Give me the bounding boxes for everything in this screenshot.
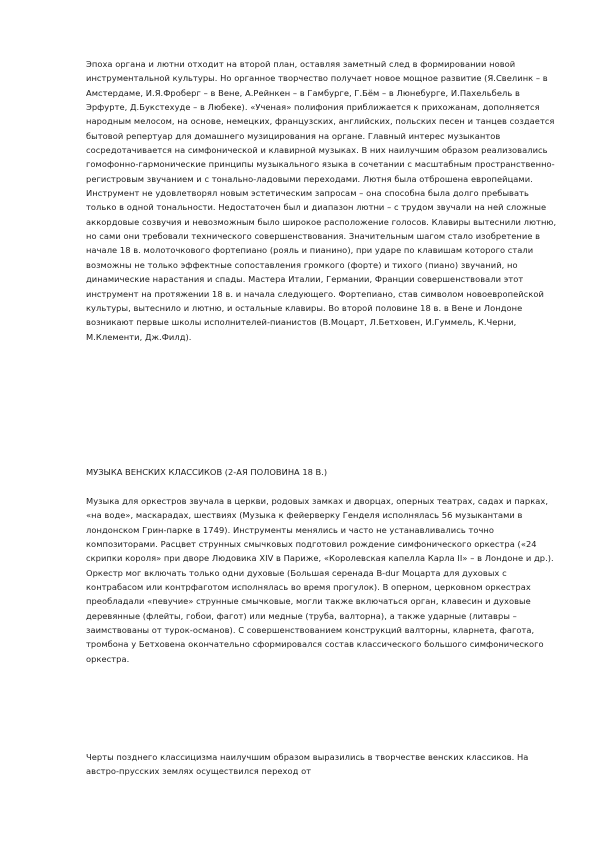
paragraph-orchestras: Музыка для оркестров звучала в церкви, родовых замках и дворцах, оперных театрах, садах и парках, «на воде», маскарадах, шествиях (Музыка к фейерверку Генделя исполнялась 56 музыкантами в лондонском Грин-парке в 1749). Инструменты менялись и часто не устанавливались точно композиторами. Расцвет струнных смычковых подготовил рождение симфонического оркестра («24 скрипки короля» при дворе Людовика XIV в Париже, «Королевская капелла Карла II» – в Лондоне и др.). Оркестр мог включать только одни духовые (Большая серенада B-dur Моцарта для духовых с контрабасом или контрфаготом исполнялась во время прогулок). В оперном, церковном оркестрах преобладали «певучие» струнные смычковые, могли также включаться орган, клавесин и духовые деревянные (флейты, гобои, фагот) или медные (труба, валторна), а также ударные (литавры – заимствованы от турок-османов). С совершенствованием конструкций валторны, кларнета, фагота, тромбона у Бетховена окончательно сформировался состав классического большого симфонического оркестра. (86, 496, 554, 664)
paragraph-late-classicism: Черты позднего классицизма наилучшим образом выразились в творчестве венских классиков. На австро-прусских землях осуществился переход от (86, 752, 529, 777)
paragraph-organ-lute: Эпоха органа и лютни отходит на второй план, оставляя заметный след в формировании новой инструментальной культуры. Но органное творчество получает новое мощное развитие (Я.Свелинк – в Амстердаме, И.Я.Фроберг – в Вене, А.Рейнкен – в Гамбурге, Г.Бём – в Люнебурге, И.Пахельбель в Эрфурте, Д.Букстехуде – в Любеке). «Ученая» полифония приближается к прихожанам, дополняется народным мелосом, на основе, немецких, французских, английских, польских песен и танцев создается бытовой репертуар для домашнего музицирования на органе. Главный интерес музыкантов сосредотачивается на симфонической и клавирной музыках. В них наилучшим образом реализовались гомофонно-гармонические принципы музыкального языка в сочетании с масштабным пространственно-регистровым звучанием и с тонально-ладовыми переходами. Лютня была отброшена европейцами. Инструмент не удовлетворял новым эстетическим запросам – она способна была долго пребывать только в одной тональности. Недостаточен был и диапазон лютни – с трудом звучали на ней сложные аккордовые созвучия и невозможным было широкое расположение голосов. Клавиры вытеснили лютню, но сами они требовали технического совершенствования. Значительным шагом стало изобретение в начале 18 в. молоточкового фортепиано (рояль и пианино), при ударе по клавишам которого стали возможны не только эффектные сопоставления громкого (форте) и тихого (пиано) звучаний, но динамические нарастания и спады. Мастера Италии, Германии, Франции совершенствовали этот инструмент на протяжении 18 в. и начала следующего. Фортепиано, став символом новоевропейской культуры, вытеснило и лютню, и остальные клавиры. Во второй половине 18 в. в Вене и Лондоне возникают первые школы исполнителей-пианистов (В.Моцарт, Л.Бетховен, И.Гуммель, К.Черни, М.Клементи, Дж.Филд). (86, 59, 557, 342)
section-heading: МУЗЫКА ВЕНСКИХ КЛАССИКОВ (2-АЯ ПОЛОВИНА 18 В.) (86, 467, 328, 477)
